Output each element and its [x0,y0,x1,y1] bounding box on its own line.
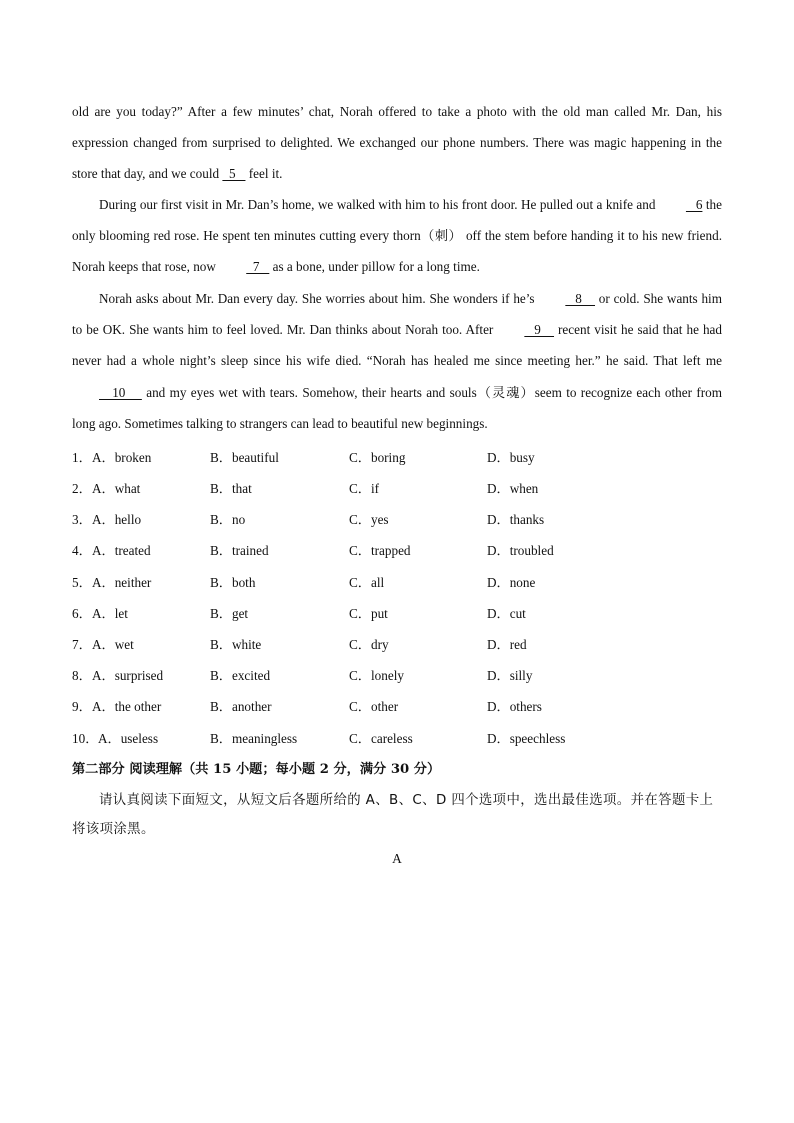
option-b[interactable]: B．trained [210,543,269,558]
option-c[interactable]: C．trapped [349,543,411,558]
question-number: 5． [72,575,92,590]
option-b[interactable]: B．both [210,575,256,590]
option-d[interactable]: D．thanks [487,512,545,527]
blank-5: 5 [222,166,246,182]
paragraph-text: the only blooming red rose. He spent ten minutes cutting every thorn（刺） off the stem before handing it to his new friend. Norah keeps that rose, now [72,197,722,275]
option-d[interactable]: D．silly [487,668,533,683]
option-b[interactable]: B．that [210,481,252,496]
paragraph-text: and my eyes wet with tears. Somehow, their hearts and souls（灵魂）seem to recognize each other from long ago. Sometimes talking to strangers can lead to beautiful new beginnings. [72,384,722,431]
paragraph-text: old are you today?” After a few minutes’ chat, Norah offered to take a photo with the old man called Mr. Dan, his expression changed from surprised to delighted. We exchanged our phone numbers. There was magic happening in the store that day, and we could [72,104,722,182]
option-d[interactable]: D．others [487,699,542,714]
option-c[interactable]: C．all [349,575,385,590]
option-b[interactable]: B．white [210,637,262,652]
paragraph-text: feel it. [245,166,283,182]
question-number: 2． [72,481,92,496]
blank-7: 7 [246,259,270,275]
question-number: 7． [72,637,92,652]
option-d[interactable]: D．when [487,481,539,496]
option-b[interactable]: B．another [210,699,272,714]
passage-paragraph-1 [72,96,722,190]
option-a[interactable]: A．wet [92,637,134,652]
option-b[interactable]: B．excited [210,668,271,683]
section-heading: 第二部分 阅读理解（共 15 小题；每小题 2 分，满分 30 分） [72,762,441,777]
option-c[interactable]: C．yes [349,512,389,527]
question-number: 9． [72,699,92,714]
paragraph-text: During our first visit in Mr. Dan’s home, we walked with him to his front door. He pulled out a knife and [99,197,659,212]
option-d[interactable]: D．speechless [487,731,566,746]
option-c[interactable]: C．put [349,606,388,621]
option-c[interactable]: C．boring [349,450,406,465]
question-number: 10． [72,731,99,746]
option-c[interactable]: C．lonely [349,668,404,683]
option-a[interactable]: A．the other [92,699,162,714]
paragraph-text: as a bone, under pillow for a long time. [269,259,480,275]
option-d[interactable]: D．busy [487,450,535,465]
option-d[interactable]: D．red [487,637,527,652]
blank-9: 9 [524,322,555,338]
option-a[interactable]: A．surprised [92,668,164,683]
option-c[interactable]: C．dry [349,637,389,652]
question-number: 6． [72,606,92,621]
paragraph-text: or cold. She wants him to be OK. She wants him to feel loved. Mr. Dan thinks about Norah too. After [72,291,722,338]
option-b[interactable]: B．beautiful [210,450,279,465]
section-instructions: 请认真阅读下面短文，从短文后各题所给的 A、B、C、D 四个选项中，选出最佳选项。并在答题卡上将该项涂黑。 [72,793,714,837]
option-c[interactable]: C．careless [349,731,413,746]
option-a[interactable]: A．useless [98,731,159,746]
option-a[interactable]: A．broken [92,450,152,465]
passage-label: A [392,851,402,866]
option-c[interactable]: C．other [349,699,399,714]
paragraph-text: recent visit he said that he had never had a whole night’s sleep since his wife died. “Norah has healed me since meeting her.” he said. That left me [72,322,722,369]
option-c[interactable]: C．if [349,481,380,496]
question-number: 1． [72,450,92,465]
question-number: 8． [72,668,92,683]
option-b[interactable]: B．no [210,512,246,527]
question-number: 4． [72,543,92,558]
option-a[interactable]: A．treated [92,543,151,558]
option-d[interactable]: D．none [487,575,536,590]
question-number: 3． [72,512,92,527]
option-a[interactable]: A．let [92,606,128,621]
option-b[interactable]: B．get [210,606,249,621]
option-d[interactable]: D．cut [487,606,526,621]
passage-paragraph-3 [72,283,722,439]
blank-10: 10 [99,384,142,400]
passage-paragraph-2 [72,189,722,283]
blank-8: 8 [565,291,596,306]
blank-6: 6 [685,197,703,212]
paragraph-text: Norah asks about Mr. Dan every day. She worries about him. She wonders if he’s [99,291,539,306]
option-a[interactable]: A．hello [92,512,142,527]
option-b[interactable]: B．meaningless [210,731,298,746]
option-a[interactable]: A．what [92,481,141,496]
option-a[interactable]: A．neither [92,575,152,590]
option-d[interactable]: D．troubled [487,543,554,558]
